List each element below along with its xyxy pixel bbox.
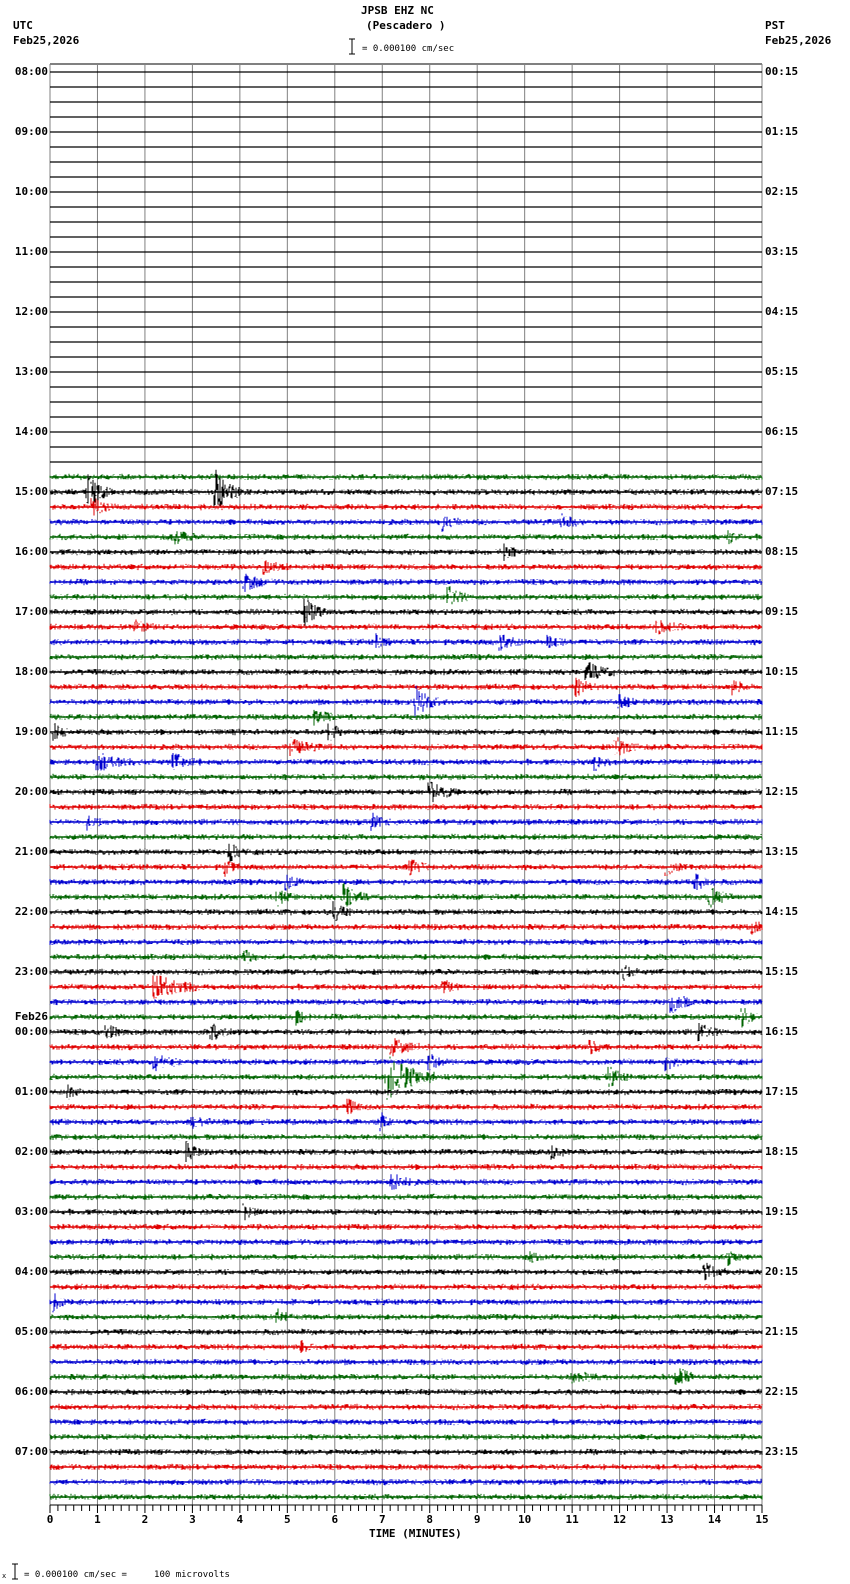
pst-hour-label: 12:15 — [765, 785, 799, 798]
date-change-label: Feb26 — [14, 1010, 48, 1023]
pst-hour-label: 09:15 — [765, 605, 799, 618]
right-date: Feb25,2026 — [765, 34, 832, 47]
utc-hour-label: 11:00 — [14, 245, 48, 258]
pst-hour-label: 18:15 — [765, 1145, 799, 1158]
utc-hour-label: 21:00 — [14, 845, 48, 858]
minute-tick-label: 7 — [378, 1513, 386, 1526]
footer-prefix: x — [2, 1572, 7, 1580]
pst-hour-label: 11:15 — [765, 725, 799, 738]
pst-hour-label: 20:15 — [765, 1265, 799, 1278]
minute-tick-label: 0 — [46, 1513, 54, 1526]
utc-hour-label: 13:00 — [14, 365, 48, 378]
station-location: (Pescadero ) — [366, 19, 446, 32]
utc-hour-label: 19:00 — [14, 725, 48, 738]
pst-hour-label: 03:15 — [765, 245, 799, 258]
pst-hour-label: 06:15 — [765, 425, 799, 438]
pst-hour-label: 23:15 — [765, 1445, 799, 1458]
utc-hour-label: 07:00 — [14, 1445, 48, 1458]
scale-label: = 0.000100 cm/sec — [362, 44, 455, 54]
minute-tick-label: 14 — [707, 1513, 722, 1526]
pst-hour-label: 17:15 — [765, 1085, 799, 1098]
utc-hour-label: 16:00 — [14, 545, 48, 558]
utc-hour-label: 03:00 — [14, 1205, 48, 1218]
utc-hour-label: 10:00 — [14, 185, 48, 198]
utc-hour-label: 05:00 — [14, 1325, 48, 1338]
minute-tick-label: 8 — [426, 1513, 434, 1526]
pst-hour-label: 05:15 — [765, 365, 799, 378]
pst-hour-label: 21:15 — [765, 1325, 799, 1338]
utc-hour-label: 18:00 — [14, 665, 48, 678]
right-timezone: PST — [765, 19, 785, 32]
utc-hour-label: 14:00 — [14, 425, 48, 438]
utc-hour-label: 00:00 — [14, 1025, 48, 1038]
pst-hour-label: 22:15 — [765, 1385, 799, 1398]
minute-tick-label: 4 — [236, 1513, 244, 1526]
utc-hour-label: 06:00 — [14, 1385, 48, 1398]
utc-hour-label: 12:00 — [14, 305, 48, 318]
pst-hour-label: 13:15 — [765, 845, 799, 858]
station-title: JPSB EHZ NC — [361, 4, 434, 17]
utc-hour-label: 17:00 — [14, 605, 48, 618]
minute-tick-label: 10 — [518, 1513, 532, 1526]
minute-tick-label: 2 — [141, 1513, 149, 1526]
pst-hour-label: 08:15 — [765, 545, 799, 558]
left-timezone: UTC — [13, 19, 33, 32]
utc-hour-label: 20:00 — [14, 785, 48, 798]
footer-scale-note: = 0.000100 cm/sec = 100 microvolts — [24, 1570, 230, 1580]
minute-tick-label: 12 — [612, 1513, 627, 1526]
utc-hour-label: 15:00 — [14, 485, 48, 498]
minute-tick-label: 6 — [331, 1513, 339, 1526]
pst-hour-label: 16:15 — [765, 1025, 799, 1038]
minute-tick-label: 13 — [660, 1513, 674, 1526]
utc-hour-label: 23:00 — [14, 965, 48, 978]
utc-hour-label: 09:00 — [14, 125, 48, 138]
utc-hour-label: 02:00 — [14, 1145, 48, 1158]
utc-hour-label: 01:00 — [14, 1085, 48, 1098]
pst-hour-label: 02:15 — [765, 185, 799, 198]
utc-hour-label: 04:00 — [14, 1265, 48, 1278]
pst-hour-label: 07:15 — [765, 485, 799, 498]
minute-tick-label: 5 — [284, 1513, 291, 1526]
pst-hour-label: 19:15 — [765, 1205, 799, 1218]
utc-hour-label: 08:00 — [14, 65, 48, 78]
minute-tick-label: 3 — [189, 1513, 196, 1526]
pst-hour-label: 01:15 — [765, 125, 799, 138]
footer-scale-bar-icon — [11, 1563, 19, 1581]
pst-hour-label: 15:15 — [765, 965, 799, 978]
minute-tick-label: 15 — [755, 1513, 769, 1526]
x-axis-title: TIME (MINUTES) — [369, 1527, 462, 1540]
utc-hour-label: 22:00 — [14, 905, 48, 918]
pst-hour-label: 10:15 — [765, 665, 799, 678]
minute-tick-label: 9 — [473, 1513, 481, 1526]
pst-hour-label: 04:15 — [765, 305, 799, 318]
minute-tick-label: 1 — [94, 1513, 101, 1526]
left-date: Feb25,2026 — [13, 34, 80, 47]
minute-tick-label: 11 — [565, 1513, 579, 1526]
pst-hour-label: 14:15 — [765, 905, 799, 918]
pst-hour-label: 00:15 — [765, 65, 799, 78]
